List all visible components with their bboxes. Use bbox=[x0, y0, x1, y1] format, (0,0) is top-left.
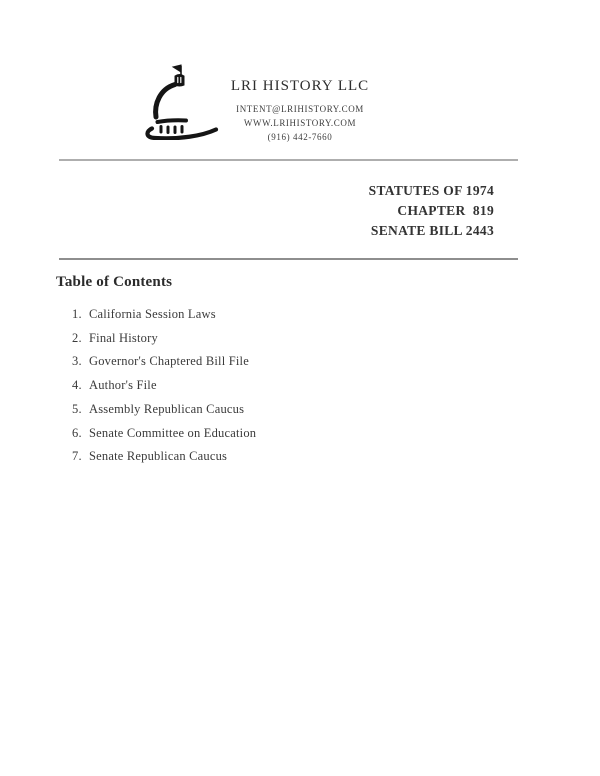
chapter-line: CHAPTER 819 bbox=[397, 203, 494, 218]
statute-reference bbox=[369, 181, 494, 241]
statutes-line: STATUTES OF 1974 bbox=[368, 183, 494, 198]
company-email: INTENT@LRIHISTORY.COM bbox=[236, 104, 364, 114]
toc-item-label: Final History bbox=[89, 330, 158, 345]
senate-bill-line: SENATE BILL 2443 bbox=[370, 223, 494, 238]
toc-item-label: Governor's Chaptered Bill File bbox=[89, 354, 249, 369]
toc-item-number: 7. bbox=[72, 449, 82, 464]
toc-item-number: 5. bbox=[72, 401, 82, 416]
toc-item bbox=[72, 379, 256, 392]
toc-item bbox=[72, 355, 256, 368]
toc-item-number: 4. bbox=[72, 378, 82, 393]
toc-item-number: 2. bbox=[72, 330, 82, 345]
toc-title: Table of Contents bbox=[56, 274, 173, 290]
toc-item bbox=[72, 332, 256, 345]
section-divider bbox=[59, 258, 518, 260]
toc-item-label: Senate Committee on Education bbox=[89, 425, 257, 440]
header-divider bbox=[59, 159, 518, 161]
toc-item-label: Assembly Republican Caucus bbox=[89, 401, 245, 416]
toc-item-label: California Session Laws bbox=[89, 307, 216, 321]
toc-item bbox=[72, 427, 256, 440]
toc-list bbox=[72, 308, 256, 474]
toc-item bbox=[72, 450, 256, 463]
toc-item-number: 1. bbox=[72, 307, 82, 321]
company-header bbox=[170, 78, 430, 144]
toc-item-label: Senate Republican Caucus bbox=[89, 449, 228, 464]
toc-item-number: 6. bbox=[72, 425, 82, 440]
toc-item-label: Author's File bbox=[89, 378, 157, 393]
toc-item-number: 3. bbox=[72, 354, 82, 369]
company-name: LRI HISTORY LLC bbox=[230, 78, 370, 94]
company-phone: (916) 442-7660 bbox=[267, 132, 333, 142]
toc-item bbox=[72, 308, 256, 321]
company-website: WWW.LRIHISTORY.COM bbox=[243, 118, 357, 128]
toc-item bbox=[72, 403, 256, 416]
